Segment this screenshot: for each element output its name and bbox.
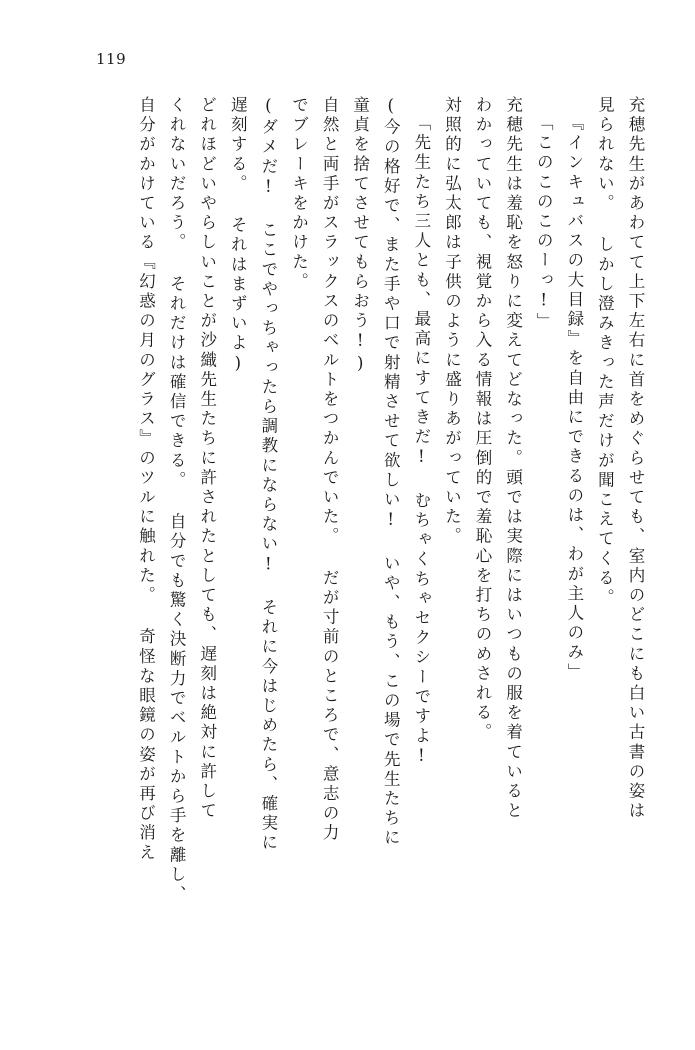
text-line: 童貞を捨てさせてもらおう!) xyxy=(350,96,370,376)
text-line: 遅刻する。 それはまずいよ) xyxy=(228,96,248,376)
text-line: 対照的に弘太郎は子供のように盛りあがっていた。 xyxy=(442,96,462,547)
page-number: 119 xyxy=(96,50,127,68)
text-line: 「このこのこのーっ!」 xyxy=(534,114,554,333)
text-line: 充穂先生があわてて上下左右に首をめぐらせても、室内のどこにも白い古書の姿は xyxy=(626,96,645,822)
text-line: 「先生たち三人とも、最高にすてきだ! むちゃくちゃセクシーですよ! xyxy=(411,114,431,769)
text-line: (ダメだ! ここでやっちゃったら調教にならない! それに今はじめたら、確実に xyxy=(258,96,278,854)
text-line: 充穂先生は羞恥を怒りに変えてどなった。頭では実際にはいつもの服を着ていると xyxy=(503,96,523,822)
text-line: わかっていても、視覚から入る情報は圧倒的で羞恥心を打ちのめされる。 xyxy=(473,96,493,743)
text-line: くれないだろう。 それだけは確信できる。 自分でも驚く決断力でベルトから手を離し、 xyxy=(167,96,187,905)
text-line: 自然と両手がスラックスのベルトをつかんでいた。 だが寸前のところで、意志の力 xyxy=(320,96,340,844)
body-text xyxy=(60,96,643,976)
text-line: でブレーキをかけた。 xyxy=(289,96,309,292)
text-line: 自分がかけている『幻惑の月のグラス』のツルに触れた。 奇怪な眼鏡の姿が再び消え xyxy=(136,96,156,863)
text-line: 見られない。 しかし澄みきった声だけが聞こえてくる。 xyxy=(595,96,615,609)
text-line: 『インキュバスの大目録』を自由にできるのは、わが主人のみ」 xyxy=(564,114,584,683)
text-line: (今の格好で、また手や口で射精させて欲しい! いや、もう、この場で先生たちに xyxy=(381,96,401,849)
text-line: どれほどいやらしいことが沙織先生たちに許されたとしても、遅刻は絶対に許して xyxy=(197,96,217,822)
